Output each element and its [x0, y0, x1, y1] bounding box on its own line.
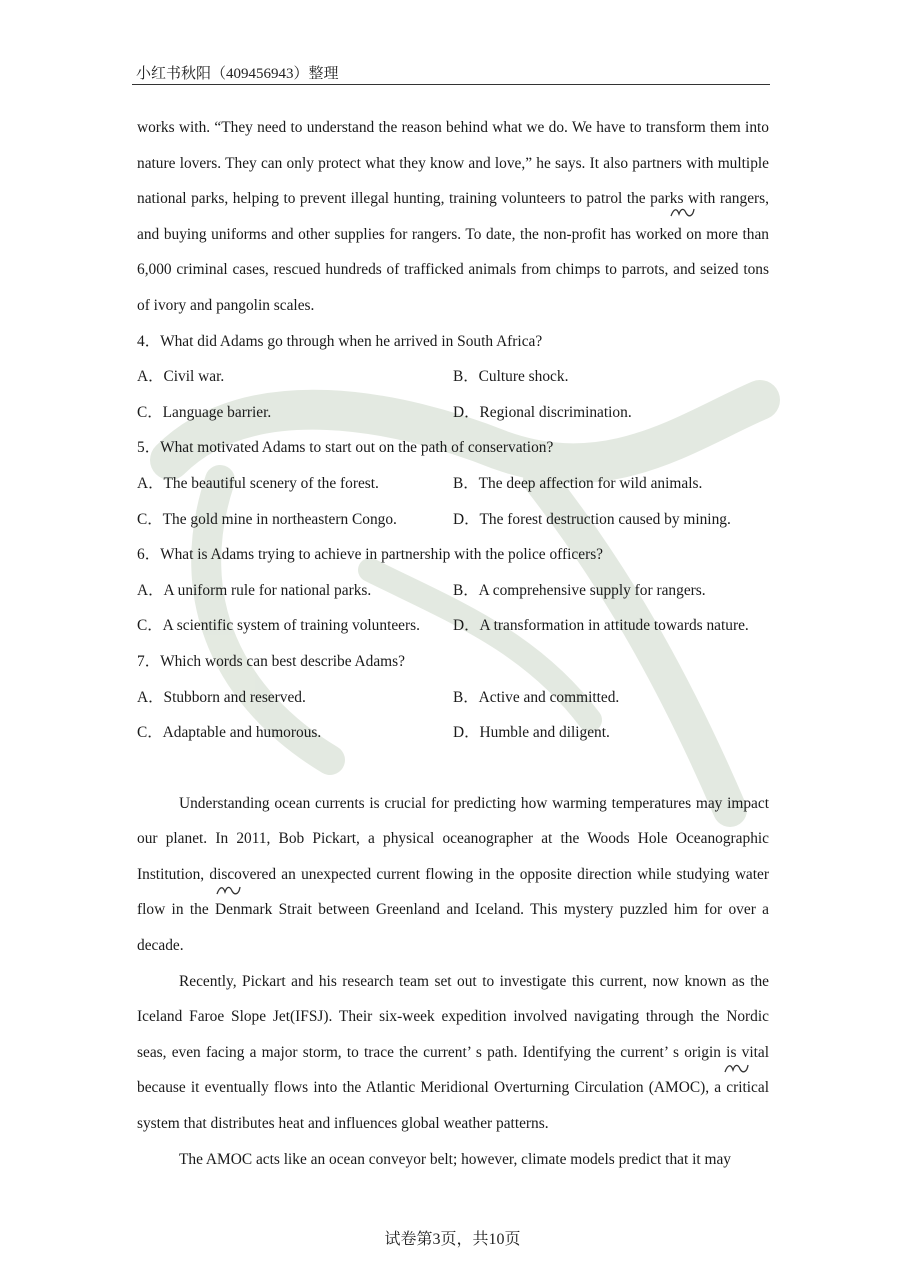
answer-options [137, 359, 769, 430]
option-b: B．Culture shock. [453, 368, 569, 386]
question-6 [137, 537, 769, 644]
question-5 [137, 430, 769, 537]
header-divider [132, 84, 770, 85]
passage-1-continuation: works with. “They need to understand the reason behind what we do. We have to transform them into nature lovers. They can only protect what they know and love,” he says. It also partners with multiple national parks, helping to prevent illegal hunting, training volunteers to patrol the parks with rangers, and buying uniforms and other supplies for rangers. To date, the non-profit has worked on more than 6,000 criminal cases, rescued hundreds of trafficked animals from chimps to parrots, and seized tons of ivory and pangolin scales. [137, 119, 769, 314]
answer-options [137, 466, 769, 537]
option-a: A．The beautiful scenery of the forest. [137, 474, 379, 492]
page-content [137, 110, 769, 1177]
section-gap [137, 751, 769, 786]
page-footer-number: 试卷第3页，共10页 [384, 1231, 521, 1248]
option-c: C．Adaptable and humorous. [137, 724, 322, 742]
question-stem: 7．Which words can best describe Adams? [137, 652, 405, 670]
option-c: C．Language barrier. [137, 403, 272, 421]
option-a: A．Stubborn and reserved. [137, 688, 306, 706]
option-a: A．A uniform rule for national parks. [137, 581, 372, 599]
passage-2-paragraph-1: Understanding ocean currents is crucial for predicting how warming temperatures may impact our planet. In 2011, Bob Pickart, a physical oceanographer at the Woods Hole Oceanographic Institution, discovered an unexpected current flowing in the opposite direction while studying water flow in the Denmark Strait between Greenland and Iceland. This mystery puzzled him for over a decade. [137, 794, 769, 955]
question-4 [137, 324, 769, 431]
passage-2-paragraph-3: The AMOC acts like an ocean conveyor belt; however, climate models predict that it may [179, 1150, 731, 1168]
option-b: B．A comprehensive supply for rangers. [453, 581, 706, 599]
option-a: A．Civil war. [137, 368, 225, 386]
option-b: B．Active and committed. [453, 688, 620, 706]
question-7 [137, 644, 769, 751]
question-stem: 6．What is Adams trying to achieve in partnership with the police officers? [137, 546, 604, 564]
page-header-source: 小红书秋阳（409456943）整理 [136, 66, 339, 82]
option-b: B．The deep affection for wild animals. [453, 474, 703, 492]
option-d: D．The forest destruction caused by mining. [453, 510, 731, 528]
option-c: C．A scientific system of training volunteers. [137, 617, 420, 635]
passage-2-paragraph-2: Recently, Pickart and his research team set out to investigate this current, now known as the Iceland Faroe Slope Jet(IFSJ). Their six-week expedition involved navigating through the Nordic seas, even facing a major storm, to trace the current’ s path. Identifying the current’ s origin is vital because it eventually flows into the Atlantic Meridional Overturning Circulation (AMOC), a critical system that distributes heat and influences global weather patterns. [137, 972, 769, 1133]
option-d: D．A transformation in attitude towards nature. [453, 617, 749, 635]
question-stem: 4．What did Adams go through when he arrived in South Africa? [137, 332, 543, 350]
option-d: D．Regional discrimination. [453, 403, 632, 421]
answer-options [137, 680, 769, 751]
question-stem: 5．What motivated Adams to start out on the path of conservation? [137, 439, 554, 457]
option-c: C．The gold mine in northeastern Congo. [137, 510, 397, 528]
answer-options [137, 573, 769, 644]
option-d: D．Humble and diligent. [453, 724, 610, 742]
